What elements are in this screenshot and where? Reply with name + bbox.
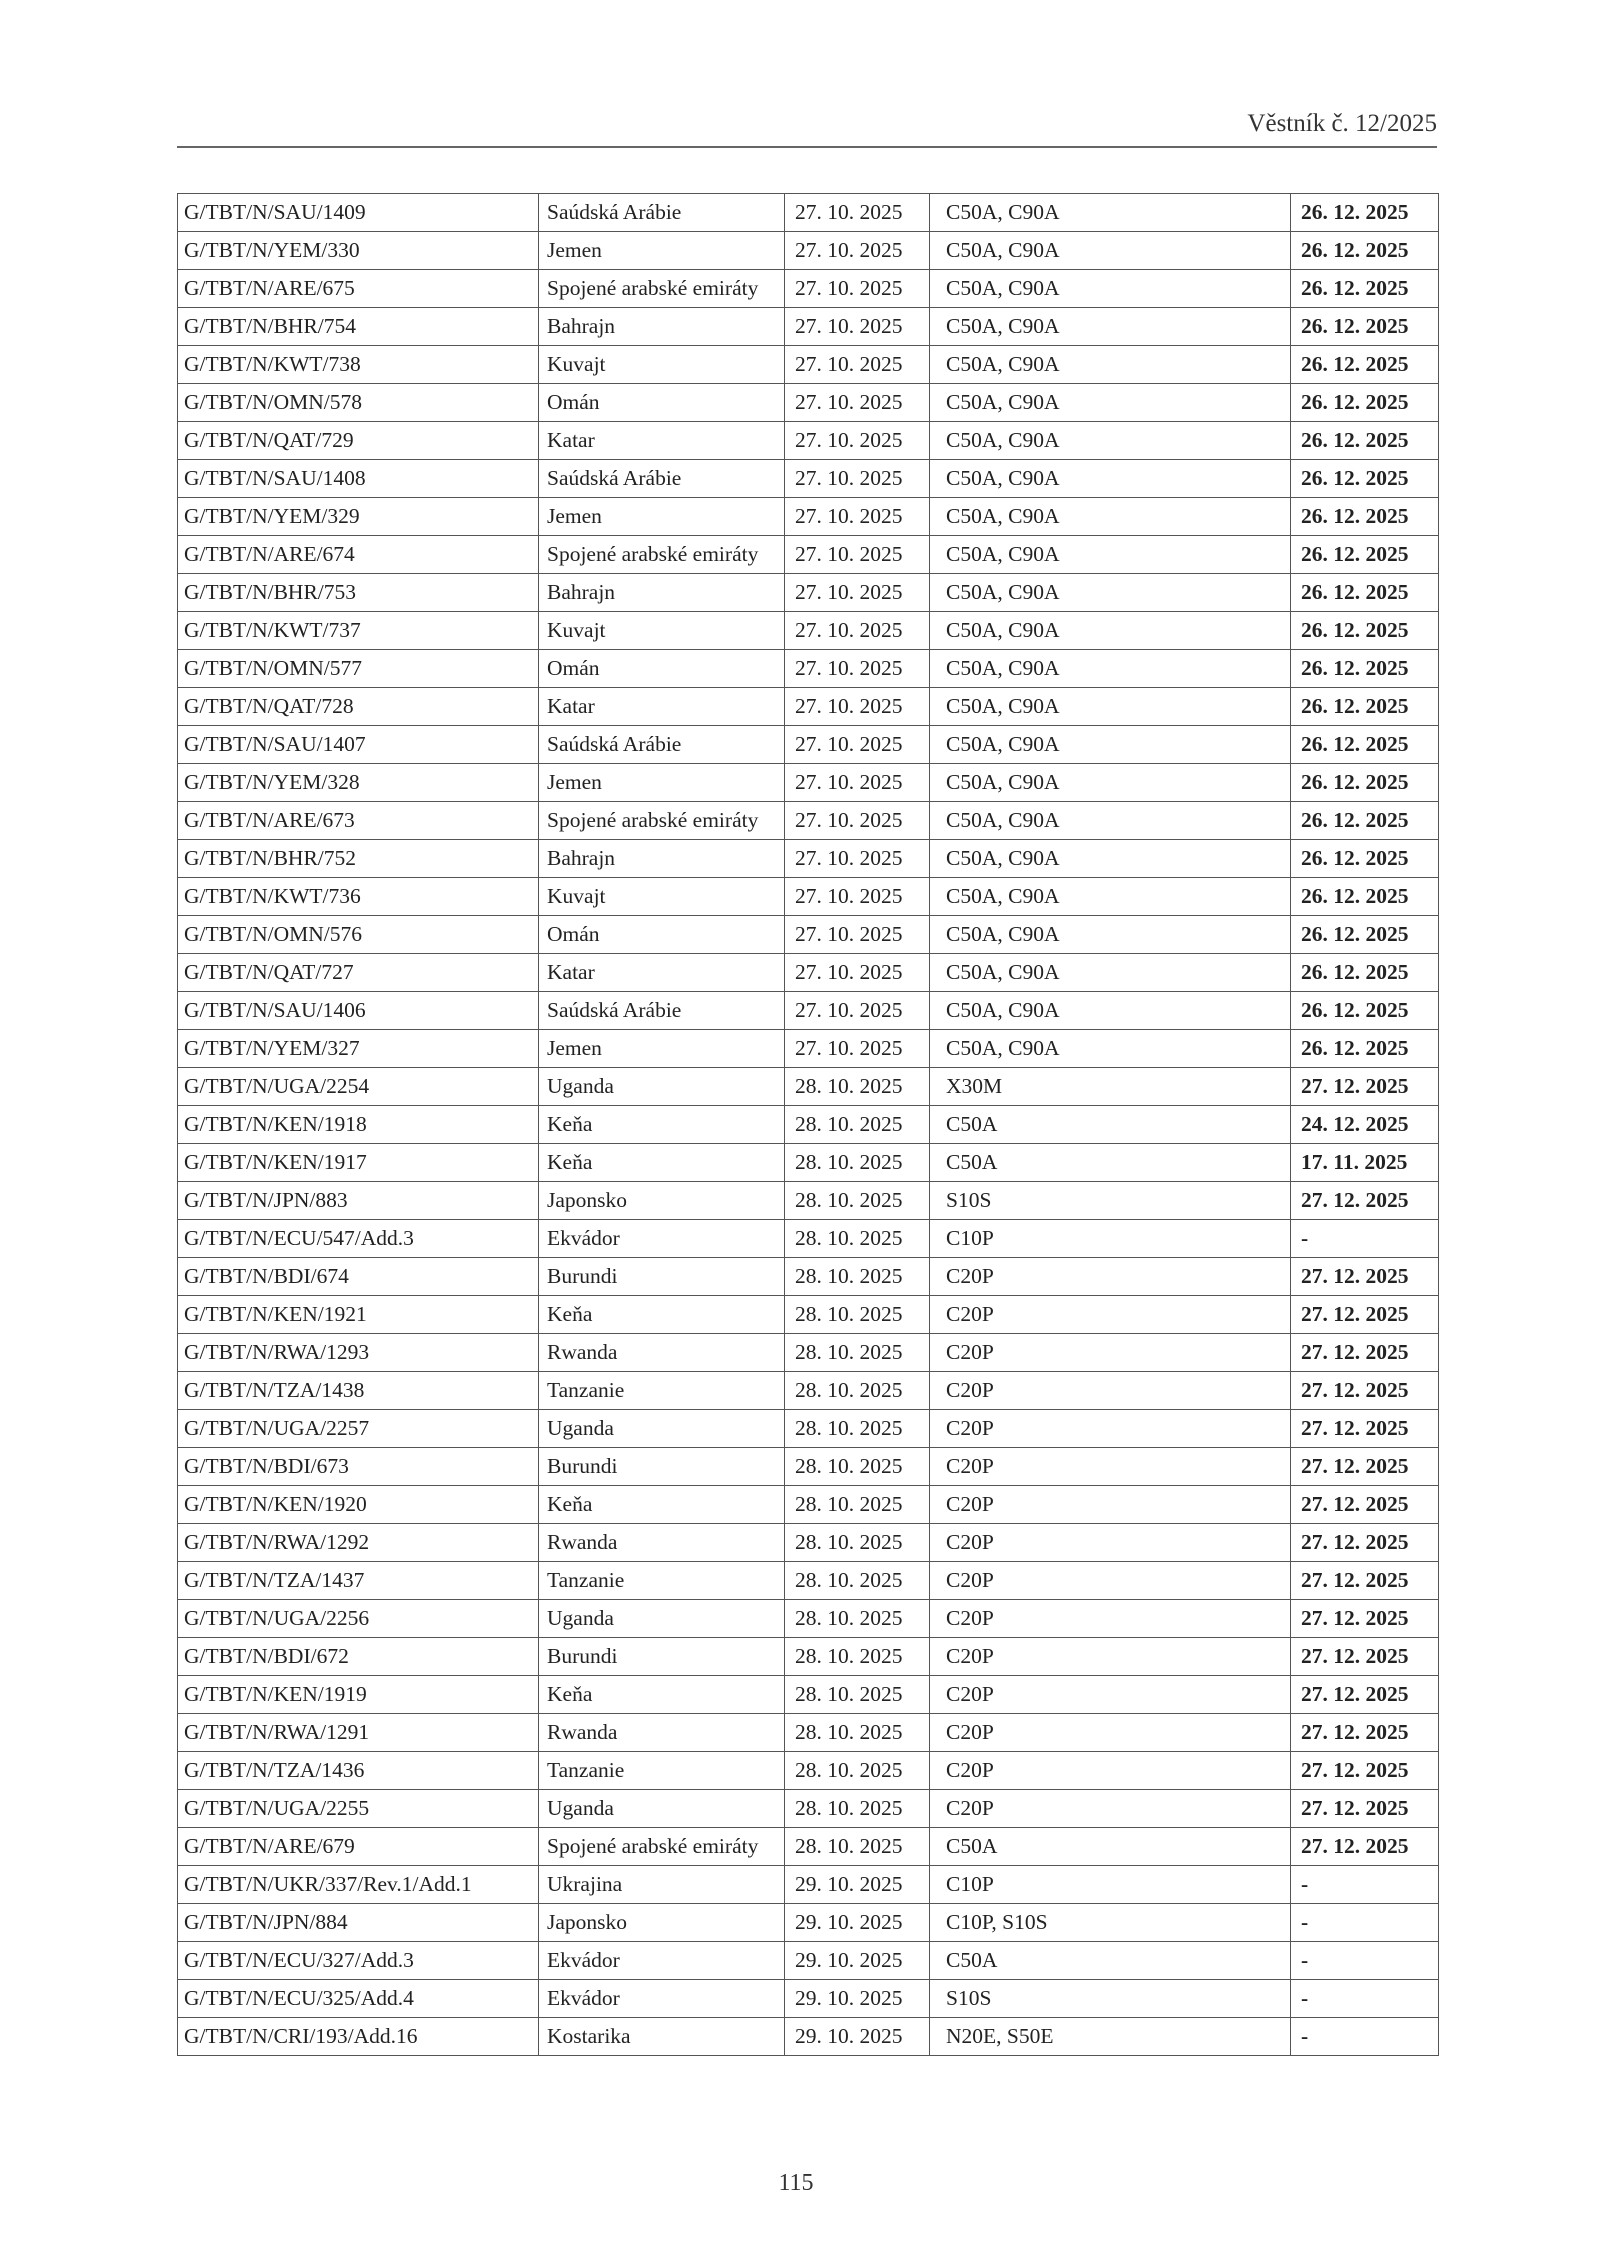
cell-code-list: C50A, C90A (930, 346, 1291, 384)
table-row (178, 1106, 1439, 1144)
cell-country: Burundi (539, 1638, 785, 1676)
cell-notification-code: G/TBT/N/ARE/673 (178, 802, 539, 840)
cell-notification-code: G/TBT/N/SAU/1408 (178, 460, 539, 498)
cell-code-list: C50A (930, 1106, 1291, 1144)
cell-country: Uganda (539, 1068, 785, 1106)
cell-notification-code: G/TBT/N/ECU/547/Add.3 (178, 1220, 539, 1258)
cell-country: Omán (539, 384, 785, 422)
cell-date: 29. 10. 2025 (785, 1980, 930, 2018)
cell-country: Uganda (539, 1410, 785, 1448)
cell-country: Keňa (539, 1486, 785, 1524)
cell-deadline: 27. 12. 2025 (1291, 1334, 1439, 1372)
cell-code-list: C50A, C90A (930, 460, 1291, 498)
cell-notification-code: G/TBT/N/SAU/1409 (178, 194, 539, 232)
cell-deadline: 26. 12. 2025 (1291, 498, 1439, 536)
cell-deadline: 27. 12. 2025 (1291, 1410, 1439, 1448)
cell-country: Kuvajt (539, 878, 785, 916)
cell-deadline: 27. 12. 2025 (1291, 1562, 1439, 1600)
cell-country: Ekvádor (539, 1980, 785, 2018)
cell-notification-code: G/TBT/N/KEN/1919 (178, 1676, 539, 1714)
cell-country: Tanzanie (539, 1372, 785, 1410)
cell-deadline: 26. 12. 2025 (1291, 422, 1439, 460)
cell-deadline: 26. 12. 2025 (1291, 878, 1439, 916)
cell-date: 28. 10. 2025 (785, 1258, 930, 1296)
cell-code-list: C50A, C90A (930, 574, 1291, 612)
cell-country: Keňa (539, 1106, 785, 1144)
cell-notification-code: G/TBT/N/ARE/679 (178, 1828, 539, 1866)
cell-date: 28. 10. 2025 (785, 1410, 930, 1448)
cell-date: 27. 10. 2025 (785, 232, 930, 270)
cell-date: 28. 10. 2025 (785, 1182, 930, 1220)
table-row (178, 460, 1439, 498)
cell-date: 28. 10. 2025 (785, 1714, 930, 1752)
cell-notification-code: G/TBT/N/UKR/337/Rev.1/Add.1 (178, 1866, 539, 1904)
cell-notification-code: G/TBT/N/CRI/193/Add.16 (178, 2018, 539, 2056)
table-row (178, 916, 1439, 954)
cell-notification-code: G/TBT/N/KEN/1917 (178, 1144, 539, 1182)
table-row (178, 688, 1439, 726)
cell-deadline: 27. 12. 2025 (1291, 1486, 1439, 1524)
cell-date: 27. 10. 2025 (785, 422, 930, 460)
cell-deadline: 27. 12. 2025 (1291, 1182, 1439, 1220)
cell-deadline: 27. 12. 2025 (1291, 1296, 1439, 1334)
cell-country: Jemen (539, 764, 785, 802)
cell-notification-code: G/TBT/N/OMN/576 (178, 916, 539, 954)
cell-code-list: S10S (930, 1980, 1291, 2018)
cell-date: 27. 10. 2025 (785, 460, 930, 498)
cell-date: 27. 10. 2025 (785, 726, 930, 764)
cell-country: Uganda (539, 1790, 785, 1828)
table-row (178, 1790, 1439, 1828)
bulletin-header-title: Věstník č. 12/2025 (1247, 110, 1437, 137)
cell-code-list: C20P (930, 1714, 1291, 1752)
table-row (178, 992, 1439, 1030)
cell-country: Jemen (539, 1030, 785, 1068)
cell-deadline: 27. 12. 2025 (1291, 1752, 1439, 1790)
cell-deadline: 26. 12. 2025 (1291, 726, 1439, 764)
cell-notification-code: G/TBT/N/JPN/883 (178, 1182, 539, 1220)
cell-country: Spojené arabské emiráty (539, 1828, 785, 1866)
cell-code-list: C20P (930, 1486, 1291, 1524)
cell-deadline: 26. 12. 2025 (1291, 270, 1439, 308)
cell-notification-code: G/TBT/N/ECU/325/Add.4 (178, 1980, 539, 2018)
cell-country: Ekvádor (539, 1220, 785, 1258)
cell-deadline: 26. 12. 2025 (1291, 992, 1439, 1030)
cell-country: Tanzanie (539, 1562, 785, 1600)
cell-notification-code: G/TBT/N/RWA/1292 (178, 1524, 539, 1562)
cell-date: 27. 10. 2025 (785, 992, 930, 1030)
table-row (178, 1866, 1439, 1904)
cell-deadline: 26. 12. 2025 (1291, 802, 1439, 840)
cell-deadline: - (1291, 1220, 1439, 1258)
cell-deadline: 27. 12. 2025 (1291, 1372, 1439, 1410)
cell-country: Katar (539, 688, 785, 726)
table-row (178, 878, 1439, 916)
cell-code-list: C50A, C90A (930, 536, 1291, 574)
cell-code-list: C50A (930, 1828, 1291, 1866)
cell-notification-code: G/TBT/N/QAT/727 (178, 954, 539, 992)
cell-notification-code: G/TBT/N/BDI/672 (178, 1638, 539, 1676)
table-row (178, 1638, 1439, 1676)
cell-date: 27. 10. 2025 (785, 954, 930, 992)
cell-code-list: C20P (930, 1752, 1291, 1790)
cell-code-list: C50A, C90A (930, 308, 1291, 346)
cell-deadline: 24. 12. 2025 (1291, 1106, 1439, 1144)
table-row (178, 612, 1439, 650)
cell-code-list: C50A, C90A (930, 802, 1291, 840)
table-row (178, 536, 1439, 574)
cell-notification-code: G/TBT/N/YEM/327 (178, 1030, 539, 1068)
table-row (178, 346, 1439, 384)
cell-code-list: S10S (930, 1182, 1291, 1220)
cell-date: 28. 10. 2025 (785, 1676, 930, 1714)
table-row (178, 840, 1439, 878)
table-row (178, 1524, 1439, 1562)
cell-date: 28. 10. 2025 (785, 1524, 930, 1562)
cell-deadline: 26. 12. 2025 (1291, 346, 1439, 384)
cell-code-list: C10P (930, 1220, 1291, 1258)
cell-code-list: C20P (930, 1638, 1291, 1676)
cell-date: 28. 10. 2025 (785, 1220, 930, 1258)
cell-deadline: 26. 12. 2025 (1291, 232, 1439, 270)
cell-notification-code: G/TBT/N/KWT/736 (178, 878, 539, 916)
cell-country: Kostarika (539, 2018, 785, 2056)
table-row (178, 1372, 1439, 1410)
cell-country: Jemen (539, 498, 785, 536)
cell-code-list: C50A, C90A (930, 954, 1291, 992)
cell-date: 29. 10. 2025 (785, 1866, 930, 1904)
cell-country: Omán (539, 650, 785, 688)
cell-notification-code: G/TBT/N/ARE/674 (178, 536, 539, 574)
table-row (178, 1600, 1439, 1638)
cell-date: 27. 10. 2025 (785, 536, 930, 574)
cell-deadline: 27. 12. 2025 (1291, 1790, 1439, 1828)
cell-date: 28. 10. 2025 (785, 1448, 930, 1486)
cell-country: Burundi (539, 1448, 785, 1486)
cell-date: 27. 10. 2025 (785, 650, 930, 688)
cell-date: 28. 10. 2025 (785, 1296, 930, 1334)
cell-code-list: C50A, C90A (930, 498, 1291, 536)
header-divider (177, 146, 1437, 148)
cell-notification-code: G/TBT/N/QAT/728 (178, 688, 539, 726)
cell-notification-code: G/TBT/N/BDI/673 (178, 1448, 539, 1486)
cell-country: Uganda (539, 1600, 785, 1638)
cell-code-list: C50A, C90A (930, 232, 1291, 270)
cell-notification-code: G/TBT/N/BHR/753 (178, 574, 539, 612)
table-row (178, 2018, 1439, 2056)
cell-country: Keňa (539, 1144, 785, 1182)
cell-notification-code: G/TBT/N/TZA/1437 (178, 1562, 539, 1600)
cell-country: Kuvajt (539, 346, 785, 384)
table-row (178, 1258, 1439, 1296)
cell-notification-code: G/TBT/N/UGA/2254 (178, 1068, 539, 1106)
cell-country: Rwanda (539, 1714, 785, 1752)
notifications-table (177, 193, 1439, 2056)
cell-date: 27. 10. 2025 (785, 840, 930, 878)
table-row (178, 650, 1439, 688)
cell-deadline: 27. 12. 2025 (1291, 1638, 1439, 1676)
cell-date: 27. 10. 2025 (785, 764, 930, 802)
cell-deadline: - (1291, 1980, 1439, 2018)
cell-notification-code: G/TBT/N/KEN/1918 (178, 1106, 539, 1144)
cell-code-list: C50A, C90A (930, 916, 1291, 954)
cell-deadline: 26. 12. 2025 (1291, 840, 1439, 878)
table-row (178, 232, 1439, 270)
table-row (178, 1220, 1439, 1258)
table-row (178, 1334, 1439, 1372)
table-row (178, 1144, 1439, 1182)
cell-country: Keňa (539, 1296, 785, 1334)
cell-code-list: C50A (930, 1144, 1291, 1182)
cell-country: Ekvádor (539, 1942, 785, 1980)
cell-code-list: C50A, C90A (930, 840, 1291, 878)
cell-code-list: C20P (930, 1676, 1291, 1714)
cell-code-list: C20P (930, 1600, 1291, 1638)
cell-code-list: X30M (930, 1068, 1291, 1106)
table-row (178, 1296, 1439, 1334)
cell-code-list: C20P (930, 1296, 1291, 1334)
table-row (178, 1448, 1439, 1486)
cell-code-list: C20P (930, 1562, 1291, 1600)
cell-date: 27. 10. 2025 (785, 612, 930, 650)
table-row (178, 954, 1439, 992)
table-row (178, 1068, 1439, 1106)
cell-deadline: - (1291, 1904, 1439, 1942)
cell-code-list: C10P, S10S (930, 1904, 1291, 1942)
cell-date: 27. 10. 2025 (785, 346, 930, 384)
cell-deadline: 26. 12. 2025 (1291, 612, 1439, 650)
cell-country: Tanzanie (539, 1752, 785, 1790)
table-row (178, 384, 1439, 422)
cell-country: Saúdská Arábie (539, 726, 785, 764)
cell-code-list: C50A, C90A (930, 422, 1291, 460)
cell-date: 27. 10. 2025 (785, 384, 930, 422)
cell-notification-code: G/TBT/N/YEM/328 (178, 764, 539, 802)
cell-country: Burundi (539, 1258, 785, 1296)
cell-date: 28. 10. 2025 (785, 1372, 930, 1410)
cell-deadline: - (1291, 2018, 1439, 2056)
cell-country: Katar (539, 422, 785, 460)
table-row (178, 1980, 1439, 2018)
cell-deadline: 26. 12. 2025 (1291, 954, 1439, 992)
table-row (178, 1562, 1439, 1600)
table-row (178, 422, 1439, 460)
cell-date: 27. 10. 2025 (785, 194, 930, 232)
cell-date: 28. 10. 2025 (785, 1334, 930, 1372)
cell-notification-code: G/TBT/N/OMN/578 (178, 384, 539, 422)
cell-code-list: C20P (930, 1334, 1291, 1372)
cell-country: Saúdská Arábie (539, 460, 785, 498)
cell-deadline: 26. 12. 2025 (1291, 194, 1439, 232)
table-row (178, 1904, 1439, 1942)
cell-notification-code: G/TBT/N/UGA/2255 (178, 1790, 539, 1828)
cell-country: Japonsko (539, 1904, 785, 1942)
table-row (178, 574, 1439, 612)
cell-country: Rwanda (539, 1334, 785, 1372)
table-row (178, 1410, 1439, 1448)
cell-deadline: 26. 12. 2025 (1291, 574, 1439, 612)
cell-country: Jemen (539, 232, 785, 270)
cell-notification-code: G/TBT/N/KWT/737 (178, 612, 539, 650)
cell-notification-code: G/TBT/N/ARE/675 (178, 270, 539, 308)
cell-date: 28. 10. 2025 (785, 1562, 930, 1600)
cell-country: Japonsko (539, 1182, 785, 1220)
cell-deadline: 27. 12. 2025 (1291, 1676, 1439, 1714)
table-row (178, 1486, 1439, 1524)
cell-date: 27. 10. 2025 (785, 574, 930, 612)
cell-date: 28. 10. 2025 (785, 1068, 930, 1106)
cell-notification-code: G/TBT/N/RWA/1293 (178, 1334, 539, 1372)
cell-country: Spojené arabské emiráty (539, 802, 785, 840)
cell-country: Saúdská Arábie (539, 194, 785, 232)
cell-date: 27. 10. 2025 (785, 878, 930, 916)
cell-code-list: C50A, C90A (930, 612, 1291, 650)
cell-code-list: C50A, C90A (930, 764, 1291, 802)
cell-deadline: 27. 12. 2025 (1291, 1448, 1439, 1486)
cell-deadline: 27. 12. 2025 (1291, 1600, 1439, 1638)
cell-country: Saúdská Arábie (539, 992, 785, 1030)
cell-notification-code: G/TBT/N/RWA/1291 (178, 1714, 539, 1752)
cell-deadline: - (1291, 1866, 1439, 1904)
cell-notification-code: G/TBT/N/YEM/329 (178, 498, 539, 536)
page-number: 115 (778, 2170, 814, 2196)
cell-date: 27. 10. 2025 (785, 498, 930, 536)
cell-deadline: 26. 12. 2025 (1291, 460, 1439, 498)
cell-country: Bahrajn (539, 574, 785, 612)
cell-notification-code: G/TBT/N/TZA/1438 (178, 1372, 539, 1410)
cell-deadline: 27. 12. 2025 (1291, 1714, 1439, 1752)
cell-notification-code: G/TBT/N/TZA/1436 (178, 1752, 539, 1790)
cell-notification-code: G/TBT/N/ECU/327/Add.3 (178, 1942, 539, 1980)
cell-country: Kuvajt (539, 612, 785, 650)
cell-deadline: 27. 12. 2025 (1291, 1524, 1439, 1562)
cell-deadline: 27. 12. 2025 (1291, 1258, 1439, 1296)
cell-date: 28. 10. 2025 (785, 1144, 930, 1182)
cell-date: 27. 10. 2025 (785, 916, 930, 954)
cell-notification-code: G/TBT/N/UGA/2256 (178, 1600, 539, 1638)
cell-deadline: 26. 12. 2025 (1291, 308, 1439, 346)
cell-notification-code: G/TBT/N/KEN/1921 (178, 1296, 539, 1334)
table-row (178, 764, 1439, 802)
table-row (178, 1752, 1439, 1790)
cell-code-list: C50A, C90A (930, 878, 1291, 916)
cell-code-list: C50A, C90A (930, 1030, 1291, 1068)
cell-country: Rwanda (539, 1524, 785, 1562)
cell-notification-code: G/TBT/N/BHR/754 (178, 308, 539, 346)
cell-code-list: C50A, C90A (930, 726, 1291, 764)
cell-country: Keňa (539, 1676, 785, 1714)
cell-code-list: C50A, C90A (930, 384, 1291, 422)
cell-deadline: 26. 12. 2025 (1291, 916, 1439, 954)
cell-country: Spojené arabské emiráty (539, 536, 785, 574)
cell-code-list: C50A, C90A (930, 194, 1291, 232)
cell-deadline: 26. 12. 2025 (1291, 650, 1439, 688)
table-row (178, 498, 1439, 536)
cell-date: 29. 10. 2025 (785, 1904, 930, 1942)
cell-deadline: 27. 12. 2025 (1291, 1068, 1439, 1106)
cell-deadline: 26. 12. 2025 (1291, 536, 1439, 574)
cell-code-list: C50A, C90A (930, 688, 1291, 726)
table-row (178, 270, 1439, 308)
table-row (178, 1030, 1439, 1068)
cell-country: Katar (539, 954, 785, 992)
cell-country: Bahrajn (539, 840, 785, 878)
cell-code-list: C10P (930, 1866, 1291, 1904)
cell-notification-code: G/TBT/N/UGA/2257 (178, 1410, 539, 1448)
cell-code-list: C20P (930, 1524, 1291, 1562)
cell-notification-code: G/TBT/N/OMN/577 (178, 650, 539, 688)
table-row (178, 726, 1439, 764)
cell-date: 29. 10. 2025 (785, 1942, 930, 1980)
cell-date: 27. 10. 2025 (785, 270, 930, 308)
cell-code-list: C50A, C90A (930, 650, 1291, 688)
cell-notification-code: G/TBT/N/QAT/729 (178, 422, 539, 460)
cell-date: 27. 10. 2025 (785, 688, 930, 726)
table-row (178, 1828, 1439, 1866)
table-row (178, 1676, 1439, 1714)
cell-deadline: 27. 12. 2025 (1291, 1828, 1439, 1866)
cell-country: Spojené arabské emiráty (539, 270, 785, 308)
cell-country: Bahrajn (539, 308, 785, 346)
cell-notification-code: G/TBT/N/YEM/330 (178, 232, 539, 270)
table-row (178, 1942, 1439, 1980)
cell-date: 28. 10. 2025 (785, 1638, 930, 1676)
cell-deadline: 26. 12. 2025 (1291, 688, 1439, 726)
table-row (178, 1182, 1439, 1220)
cell-code-list: C50A (930, 1942, 1291, 1980)
cell-code-list: C20P (930, 1790, 1291, 1828)
cell-notification-code: G/TBT/N/SAU/1407 (178, 726, 539, 764)
cell-date: 29. 10. 2025 (785, 2018, 930, 2056)
cell-code-list: C50A, C90A (930, 992, 1291, 1030)
cell-date: 27. 10. 2025 (785, 1030, 930, 1068)
cell-country: Ukrajina (539, 1866, 785, 1904)
cell-deadline: 17. 11. 2025 (1291, 1144, 1439, 1182)
table-row (178, 1714, 1439, 1752)
cell-notification-code: G/TBT/N/BHR/752 (178, 840, 539, 878)
cell-code-list: C20P (930, 1372, 1291, 1410)
cell-code-list: N20E, S50E (930, 2018, 1291, 2056)
cell-code-list: C20P (930, 1410, 1291, 1448)
cell-date: 28. 10. 2025 (785, 1752, 930, 1790)
cell-deadline: - (1291, 1942, 1439, 1980)
cell-date: 28. 10. 2025 (785, 1790, 930, 1828)
cell-date: 28. 10. 2025 (785, 1600, 930, 1638)
cell-code-list: C20P (930, 1448, 1291, 1486)
cell-country: Omán (539, 916, 785, 954)
cell-deadline: 26. 12. 2025 (1291, 764, 1439, 802)
cell-date: 28. 10. 2025 (785, 1828, 930, 1866)
cell-date: 27. 10. 2025 (785, 802, 930, 840)
cell-date: 27. 10. 2025 (785, 308, 930, 346)
cell-notification-code: G/TBT/N/KEN/1920 (178, 1486, 539, 1524)
table-row (178, 194, 1439, 232)
cell-deadline: 26. 12. 2025 (1291, 1030, 1439, 1068)
cell-code-list: C20P (930, 1258, 1291, 1296)
cell-notification-code: G/TBT/N/KWT/738 (178, 346, 539, 384)
table-row (178, 308, 1439, 346)
cell-deadline: 26. 12. 2025 (1291, 384, 1439, 422)
cell-notification-code: G/TBT/N/JPN/884 (178, 1904, 539, 1942)
cell-date: 28. 10. 2025 (785, 1486, 930, 1524)
cell-date: 28. 10. 2025 (785, 1106, 930, 1144)
table-row (178, 802, 1439, 840)
cell-notification-code: G/TBT/N/BDI/674 (178, 1258, 539, 1296)
cell-notification-code: G/TBT/N/SAU/1406 (178, 992, 539, 1030)
cell-code-list: C50A, C90A (930, 270, 1291, 308)
